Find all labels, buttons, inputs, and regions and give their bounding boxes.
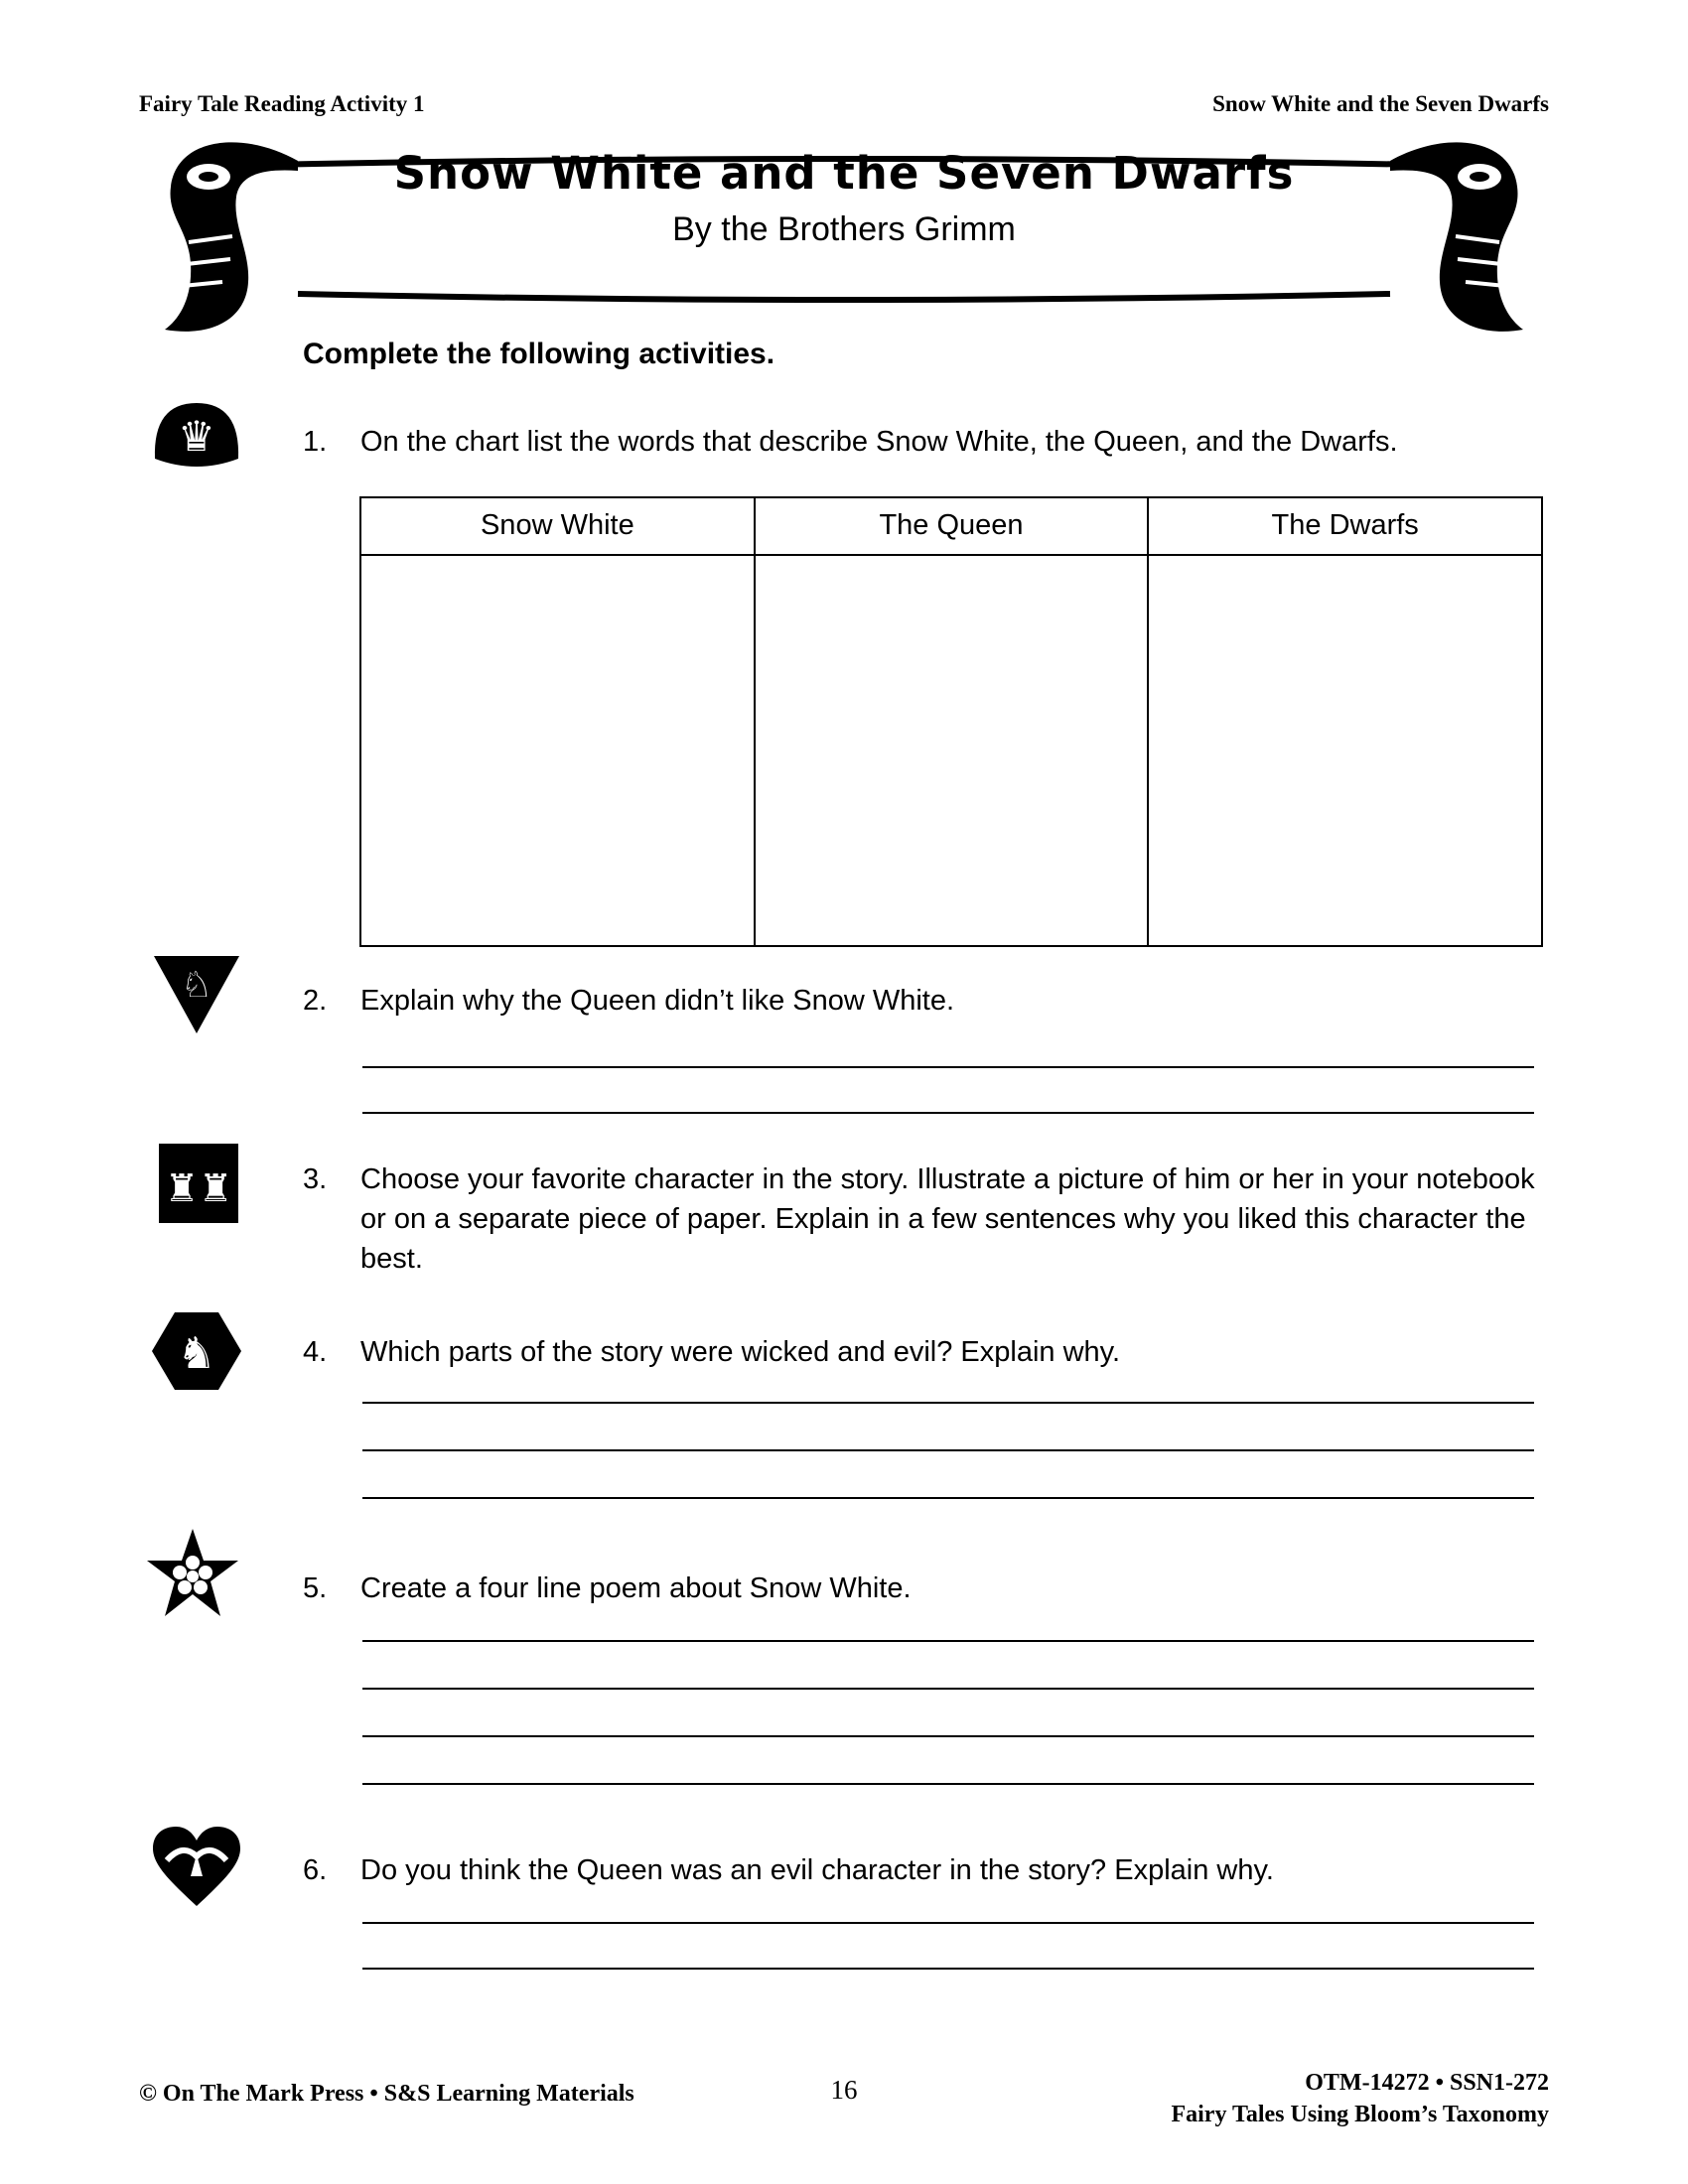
- footer-catalog: [1171, 2067, 1549, 2131]
- write-line: [362, 1068, 1534, 1114]
- knight-hexagon-icon: [149, 1308, 244, 1394]
- worksheet-subtitle: By the Brothers Grimm: [672, 210, 1016, 248]
- fairy-star-icon: [145, 1527, 240, 1620]
- write-line: [362, 1451, 1534, 1499]
- activity-text: Explain why the Queen didn’t like Snow White.: [360, 985, 955, 1017]
- activity-number: 3.: [303, 1163, 328, 1195]
- answer-cell-snow-white: [361, 556, 756, 945]
- chart-table-header: [361, 498, 1541, 556]
- column-header-the-queen: The Queen: [756, 498, 1150, 554]
- write-line: [362, 1924, 1534, 1970]
- chart-table-body: [361, 556, 1541, 945]
- footer-series-title: Fairy Tales Using Bloom’s Taxonomy: [1171, 2102, 1549, 2128]
- activity-number: 4.: [303, 1336, 328, 1368]
- eagle-heart-icon: [149, 1825, 244, 1910]
- instructions-heading: Complete the following activities.: [303, 338, 775, 370]
- activity-1: [303, 422, 1549, 462]
- write-line: [362, 1878, 1534, 1924]
- activity-6-write-lines: [362, 1878, 1534, 1970]
- running-header-left: Fairy Tale Reading Activity 1: [139, 91, 425, 116]
- write-line: [362, 1690, 1534, 1737]
- crown-icon: [149, 395, 244, 475]
- activity-2-write-lines: [362, 1023, 1534, 1114]
- footer-catalog-number: OTM-14272 • SSN1-272: [1305, 2070, 1549, 2096]
- column-header-snow-white: Snow White: [361, 498, 756, 554]
- running-header-right: Snow White and the Seven Dwarfs: [1212, 91, 1549, 116]
- write-line: [362, 1737, 1534, 1785]
- activity-number: 6.: [303, 1854, 328, 1886]
- activity-text: Do you think the Queen was an evil character in the story? Explain why.: [360, 1854, 1274, 1886]
- svg-text:♛: ♛: [178, 412, 215, 461]
- footer-publisher: © On The Mark Press • S&S Learning Materials: [139, 2081, 634, 2107]
- write-line: [362, 1404, 1534, 1451]
- activity-3: [303, 1160, 1549, 1279]
- column-header-the-dwarfs: The Dwarfs: [1271, 509, 1419, 541]
- page-number: 16: [830, 2075, 858, 2105]
- write-line: [362, 1594, 1534, 1642]
- activity-text: On the chart list the words that describe Snow White, the Queen, and the Dwarfs.: [360, 426, 1398, 458]
- describe-chart-table: [359, 496, 1543, 947]
- activity-text: Create a four line poem about Snow White.: [360, 1572, 912, 1604]
- write-line: [362, 1356, 1534, 1404]
- activity-number: 5.: [303, 1572, 328, 1604]
- unicorn-pennant-icon: [151, 953, 242, 1036]
- worksheet-title: Snow White and the Seven Dwarfs: [393, 147, 1295, 200]
- activity-text: Which parts of the story were wicked and evil? Explain why.: [360, 1336, 1121, 1368]
- title-banner: [149, 125, 1539, 336]
- answer-cell-the-queen: [756, 556, 1150, 945]
- activity-5-write-lines: [362, 1594, 1534, 1785]
- write-line: [362, 1642, 1534, 1690]
- activity-2: [303, 981, 1549, 1021]
- castle-icon: [157, 1142, 240, 1225]
- activity-number: 1.: [303, 426, 328, 458]
- activity-text: Choose your favorite character in the story. Illustrate a picture of him or her in your notebook or on a separate piece of paper. Explain in a few sentences why you liked this character the best.: [360, 1163, 1535, 1276]
- answer-cell-the-dwarfs: [1149, 556, 1541, 945]
- write-line: [362, 1023, 1534, 1068]
- running-header: [139, 91, 1549, 117]
- activity-4-write-lines: [362, 1356, 1534, 1499]
- svg-text:♘: ♘: [180, 965, 213, 1006]
- svg-text:♜♜: ♜♜: [164, 1166, 233, 1210]
- svg-text:♞: ♞: [177, 1328, 216, 1379]
- activity-number: 2.: [303, 985, 328, 1017]
